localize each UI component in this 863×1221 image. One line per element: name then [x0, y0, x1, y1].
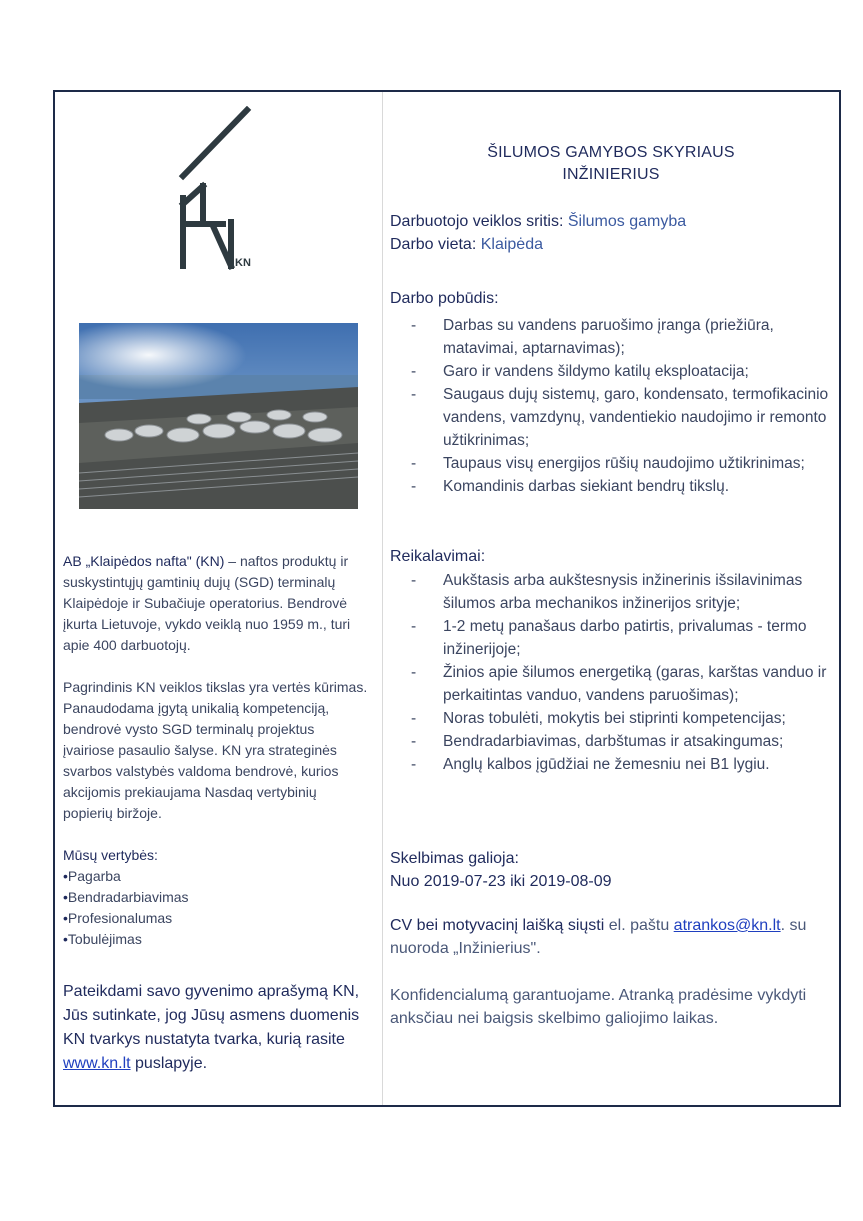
- cv-mid: el. paštu: [604, 917, 674, 934]
- cv-after: . su nuoroda „Inžinierius".: [390, 917, 807, 957]
- terminal-photo: [79, 323, 358, 509]
- duty-item: - Taupaus visų energijos rūšių naudojimo užtikrinimas;: [411, 452, 841, 475]
- value-item: • Bendradarbiavimas: [63, 887, 368, 908]
- location-label: Darbo vieta:: [390, 236, 477, 253]
- right-column: [383, 92, 839, 1105]
- requirement-item: - Žinios apie šilumos energetiką (garas, karštas vanduo ir perkaitintas vanduo, vandens paruošimas);: [411, 661, 841, 707]
- requirements-list: [411, 569, 841, 776]
- duty-item: - Komandinis darbas siekiant bendrų tikslų.: [411, 475, 841, 498]
- job-title-line2: INŽINIERIUS: [562, 166, 660, 183]
- duties-list: [411, 314, 841, 498]
- company-mission: Pagrindinis KN veiklos tikslas yra vertės kūrimas. Panaudodama įgytą unikalią kompetenciją, bendrovė vysto SGD terminalų projektus įvairiose pasaulio šalyse. KN yra strateginės svarbos valstybės valdoma bendrovė, kurios akcijomis prekiaujama Nasdaq vertybinių popierių biržoje.: [63, 679, 368, 821]
- cv-lead: CV bei motyvacinį laišką siųsti: [390, 917, 605, 934]
- kn-logo: [175, 106, 265, 276]
- kn-logo-icon: [175, 106, 265, 276]
- data-consent-notice: [63, 980, 368, 1076]
- svg-text:KN: KN: [235, 257, 251, 269]
- requirement-item: - Aukštasis arba aukštesnysis inžinerinis išsilavinimas šilumos arba mechanikos inžinerijos srityje;: [411, 569, 841, 615]
- requirement-item: - 1-2 metų panašaus darbo patirtis, privalumas - termo inžinerijoje;: [411, 615, 841, 661]
- location-value: Klaipėda: [476, 236, 543, 253]
- company-values: [63, 845, 368, 950]
- duties-heading: Darbo pobūdis:: [390, 290, 499, 307]
- validity-value: Nuo 2019-07-23 iki 2019-08-09: [390, 873, 612, 890]
- company-name: AB „Klaipėdos nafta" (KN): [63, 553, 225, 569]
- job-title: [383, 142, 839, 186]
- value-item: • Profesionalumas: [63, 908, 368, 929]
- requirements-heading: Reikalavimai:: [390, 548, 486, 565]
- left-column: [55, 92, 382, 1105]
- values-title: Mūsų vertybės:: [63, 847, 158, 863]
- company-intro: [63, 551, 368, 656]
- duty-item: - Darbas su vandens paruošimo įranga (priežiūra, matavimai, aptarnavimas);: [411, 314, 841, 360]
- requirement-item: - Anglų kalbos įgūdžiai ne žemesniu nei B1 lygiu.: [411, 753, 841, 776]
- job-meta: [390, 210, 686, 256]
- confidentiality-note: Konfidencialumą garantuojame. Atranką pradėsime vykdyti anksčiau nei baigsis skelbimo galiojimo laikas.: [390, 987, 807, 1027]
- company-intro-text: – naftos produktų ir suskystintųjų gamtinių dujų (SGD) terminalų Klaipėdoje ir Subačiuje operatorius. Bendrovė įkurta Lietuvoje, vykdo veiklą nuo 1959 m., turi apie 400 darbuotojų.: [63, 553, 351, 653]
- duty-item: - Saugaus dujų sistemų, garo, kondensato, termofikacinio vandens, vamzdynų, vandentiekio naudojimo ir remonto užtikrinimas;: [411, 383, 841, 452]
- company-about: [63, 551, 368, 950]
- job-ad-frame: [53, 90, 841, 1107]
- duty-item: - Garo ir vandens šildymo katilų eksploatacija;: [411, 360, 841, 383]
- consent-after: puslapyje.: [130, 1055, 208, 1072]
- area-label: Darbuotojo veiklos sritis:: [390, 213, 564, 230]
- value-item: • Pagarba: [63, 866, 368, 887]
- kn-website-link[interactable]: www.kn.lt: [63, 1055, 131, 1072]
- requirement-item: - Bendradarbiavimas, darbštumas ir atsakingumas;: [411, 730, 841, 753]
- cv-instructions: [390, 914, 830, 960]
- validity-label: Skelbimas galioja:: [390, 850, 519, 867]
- ad-validity: [390, 847, 611, 893]
- area-value: Šilumos gamyba: [563, 213, 687, 230]
- consent-text: Pateikdami savo gyvenimo aprašymą KN, Jūs sutinkate, jog Jūsų asmens duomenis KN tvarkys nustatyta tvarka, kurią rasite: [63, 983, 360, 1048]
- requirement-item: - Noras tobulėti, mokytis bei stiprinti kompetencijas;: [411, 707, 841, 730]
- value-item: • Tobulėjimas: [63, 929, 368, 950]
- job-title-line1: ŠILUMOS GAMYBOS SKYRIAUS: [487, 144, 735, 161]
- email-link[interactable]: atrankos@kn.lt: [673, 917, 781, 934]
